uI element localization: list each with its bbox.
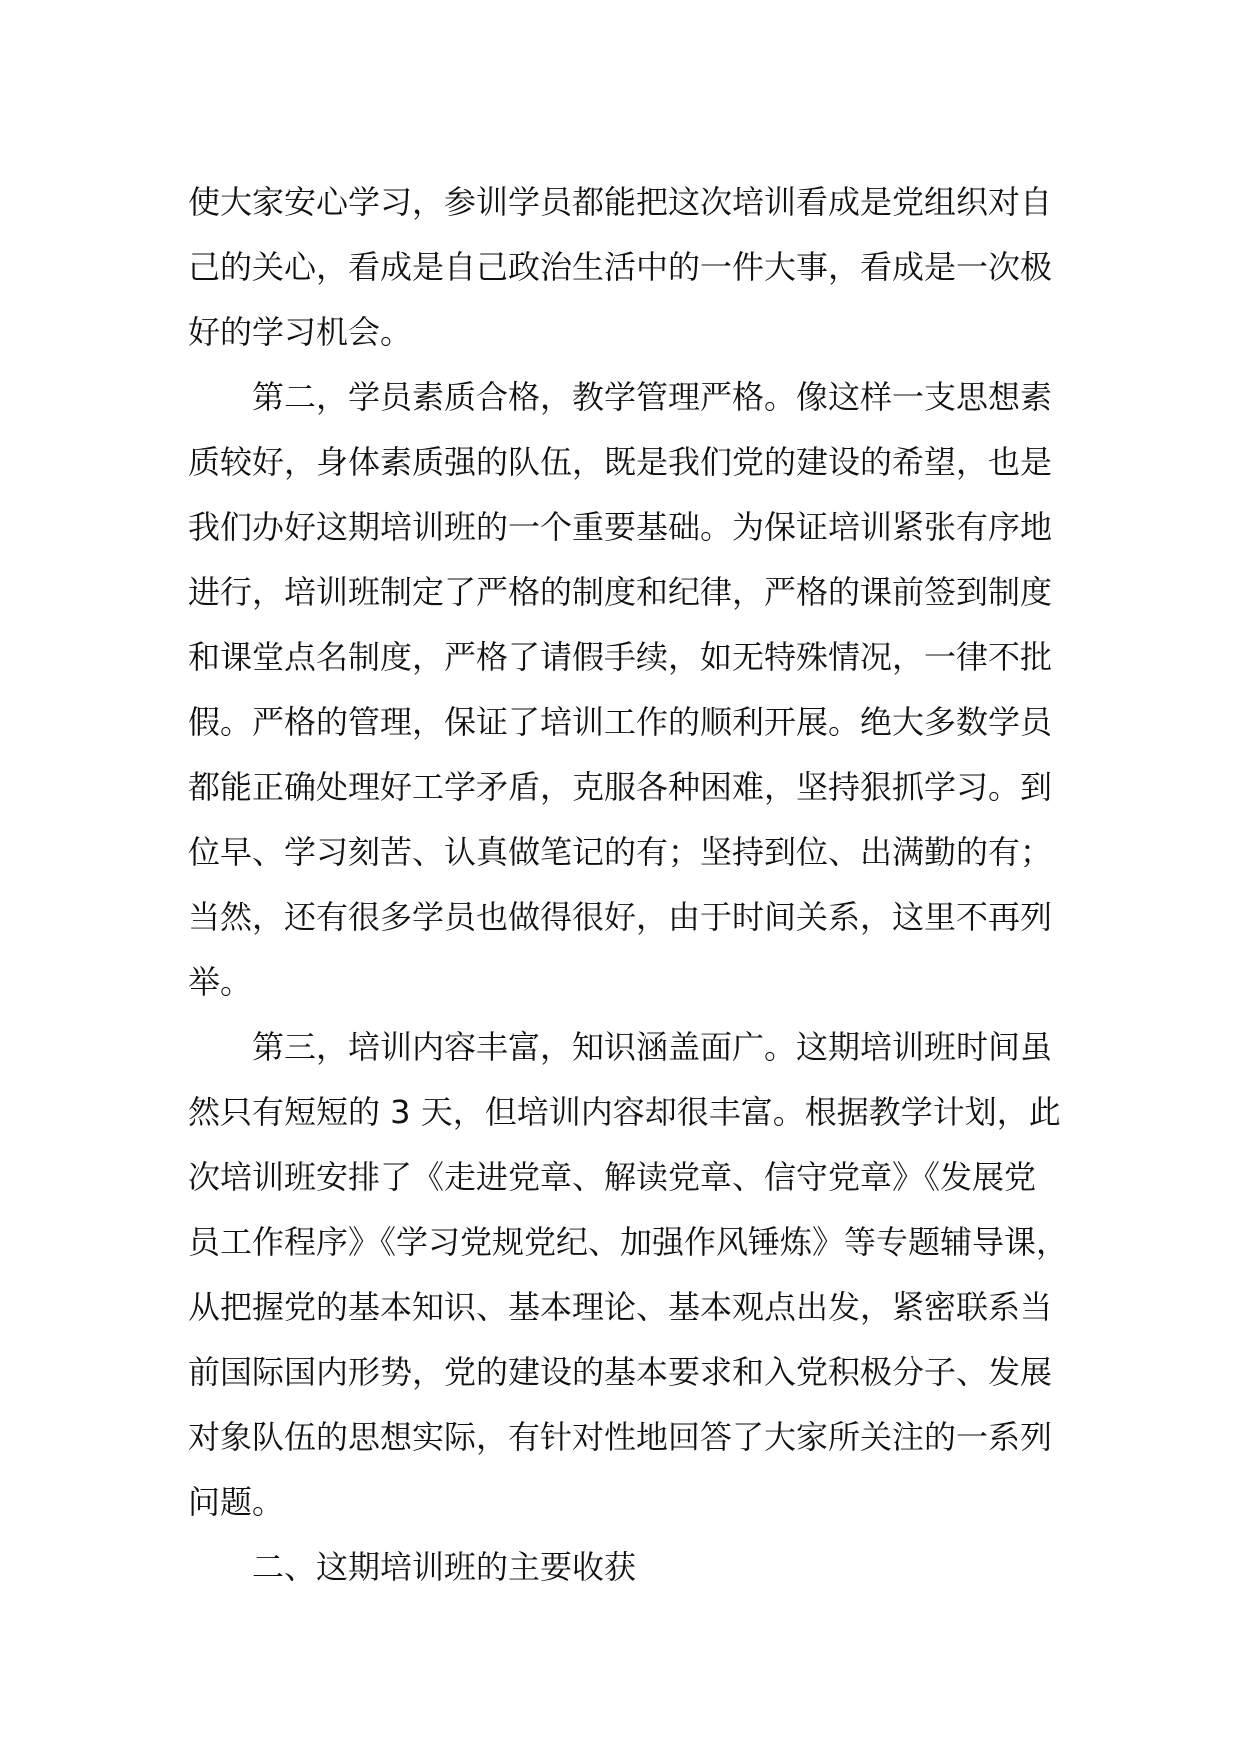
text-line: 位早、学习刻苦、认真做笔记的有；坚持到位、出满勤的有； (188, 833, 1053, 871)
text-line: 假。严格的管理，保证了培训工作的顺利开展。绝大多数学员 (188, 703, 1053, 741)
text-line: 员工作程序》《学习党规党纪、加强作风锤炼》等专题辅导课， (188, 1223, 1069, 1261)
text-line: 质较好，身体素质强的队伍，既是我们党的建设的希望，也是 (188, 443, 1053, 481)
text-line: 好的学习机会。 (188, 313, 413, 351)
text-line: 举。 (188, 963, 253, 1001)
text-line: 从把握党的基本知识、基本理论、基本观点出发，紧密联系当 (188, 1288, 1053, 1326)
paragraph-start-line: 第二，学员素质合格，教学管理严格。像这样一支思想素 (252, 378, 1053, 416)
body-text (188, 170, 1068, 1600)
paragraph-start-line: 第三，培训内容丰富，知识涵盖面广。这期培训班时间虽 (252, 1028, 1053, 1066)
text-line: 己的关心，看成是自己政治生活中的一件大事，看成是一次极 (188, 248, 1053, 286)
text-line: 次培训班安排了《走进党章、解读党章、信守党章》《发展党 (188, 1158, 1037, 1196)
text-line: 对象队伍的思想实际，有针对性地回答了大家所关注的一系列 (188, 1418, 1053, 1456)
text-line: 然只有短短的 3 天，但培训内容却很丰富。根据教学计划，此 (188, 1093, 1061, 1131)
section-heading: 二、这期培训班的主要收获 (252, 1548, 637, 1586)
text-line: 前国际国内形势，党的建设的基本要求和入党积极分子、发展 (188, 1353, 1053, 1391)
text-line: 使大家安心学习，参训学员都能把这次培训看成是党组织对自 (188, 183, 1053, 221)
text-line: 都能正确处理好工学矛盾，克服各种困难，坚持狠抓学习。到 (188, 768, 1053, 806)
text-line: 进行，培训班制定了严格的制度和纪律，严格的课前签到制度 (188, 573, 1053, 611)
text-line: 我们办好这期培训班的一个重要基础。为保证培训紧张有序地 (188, 508, 1053, 546)
text-line: 和课堂点名制度，严格了请假手续，如无特殊情况，一律不批 (188, 638, 1053, 676)
text-line: 当然，还有很多学员也做得很好，由于时间关系，这里不再列 (188, 898, 1053, 936)
text-line: 问题。 (188, 1483, 285, 1521)
